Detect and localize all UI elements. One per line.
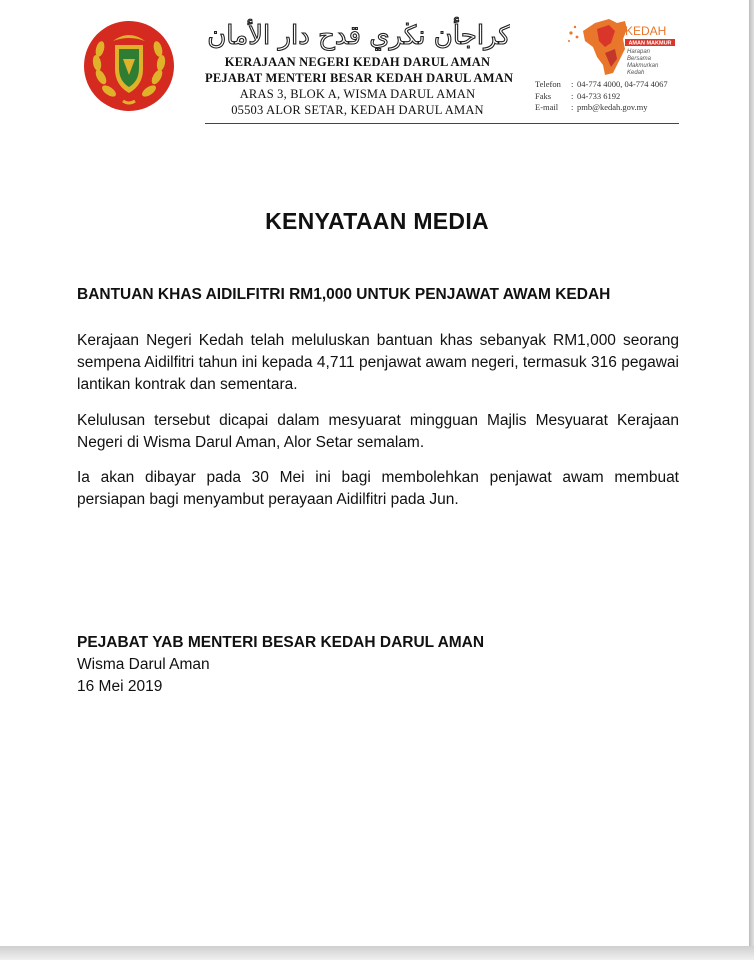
contact-phone: [535, 79, 685, 91]
svg-text:Makmurkan: Makmurkan: [627, 63, 659, 69]
kedah-aman-makmur-logo: [565, 13, 680, 81]
document-title: KENYATAAN MEDIA: [265, 208, 489, 234]
document-subtitle: BANTUAN KHAS AIDILFITRI RM1,000 UNTUK PENJAWAT AWAM KEDAH: [77, 286, 611, 303]
contact-value: 04-774 4000, 04-774 4067: [577, 79, 668, 89]
paragraph-3: Ia akan dibayar pada 30 Mei ini bagi membolehkan penjawat awam membuat persiapan bagi menyambut perayaan Aidilfitri pada Jun.: [77, 469, 679, 508]
contact-value: pmb@kedah.gov.my: [577, 102, 648, 112]
contact-separator: :: [571, 90, 574, 101]
letterhead-line-address2: 05503 ALOR SETAR, KEDAH DARUL AMAN: [231, 103, 484, 117]
letterhead-divider: [205, 123, 679, 124]
contact-value: 04-733 6192: [577, 90, 621, 101]
svg-text:AMAN MAKMUR: AMAN MAKMUR: [628, 40, 672, 47]
page-bottom-shadow: [0, 946, 754, 960]
letterhead-line-address1: ARAS 3, BLOK A, WISMA DARUL AMAN: [239, 87, 476, 101]
signature-date: 16 Mei 2019: [77, 678, 163, 695]
svg-text:Bersama: Bersama: [627, 56, 652, 62]
contact-details: [535, 79, 685, 114]
paragraph-1: Kerajaan Negeri Kedah telah meluluskan bantuan khas sebanyak RM1,000 seorang sempena Aidilfitri tahun ini kepada 4,711 penjawat awam negeri, termasuk 316 pegawai lantikan kontrak dan sementara.: [77, 332, 679, 393]
page-edge-shadow: [749, 0, 754, 960]
contact-separator: :: [571, 102, 574, 112]
contact-label: Faks: [535, 90, 552, 101]
kedah-crest-logo: [83, 19, 175, 113]
letterhead-line-office: PEJABAT MENTERI BESAR KEDAH DARUL AMAN: [205, 71, 514, 85]
svg-text:Harapan: Harapan: [627, 49, 651, 55]
paragraph-2: Kelulusan tersebut dicapai dalam mesyuarat mingguan Majlis Mesyuarat Kerajaan Negeri di Wisma Darul Aman, Alor Setar semalam.: [77, 412, 679, 451]
svg-text:Kedah: Kedah: [627, 70, 645, 76]
signature-place: Wisma Darul Aman: [77, 656, 210, 673]
signature-office: PEJABAT YAB MENTERI BESAR KEDAH DARUL AMAN: [77, 634, 485, 651]
contact-fax: [535, 91, 685, 103]
contact-email: [535, 102, 685, 114]
svg-text:KEDAH: KEDAH: [625, 24, 667, 38]
contact-label: Telefon: [535, 79, 561, 89]
letterhead-line-state: KERAJAAN NEGERI KEDAH DARUL AMAN: [224, 55, 491, 69]
jawi-calligraphy: [208, 12, 510, 54]
contact-separator: :: [571, 79, 574, 89]
contact-label: E-mail: [535, 102, 559, 112]
svg-text:كراجأن نڬري قدح دار الأمان: كراجأن نڬري قدح دار الأمان: [208, 21, 510, 51]
